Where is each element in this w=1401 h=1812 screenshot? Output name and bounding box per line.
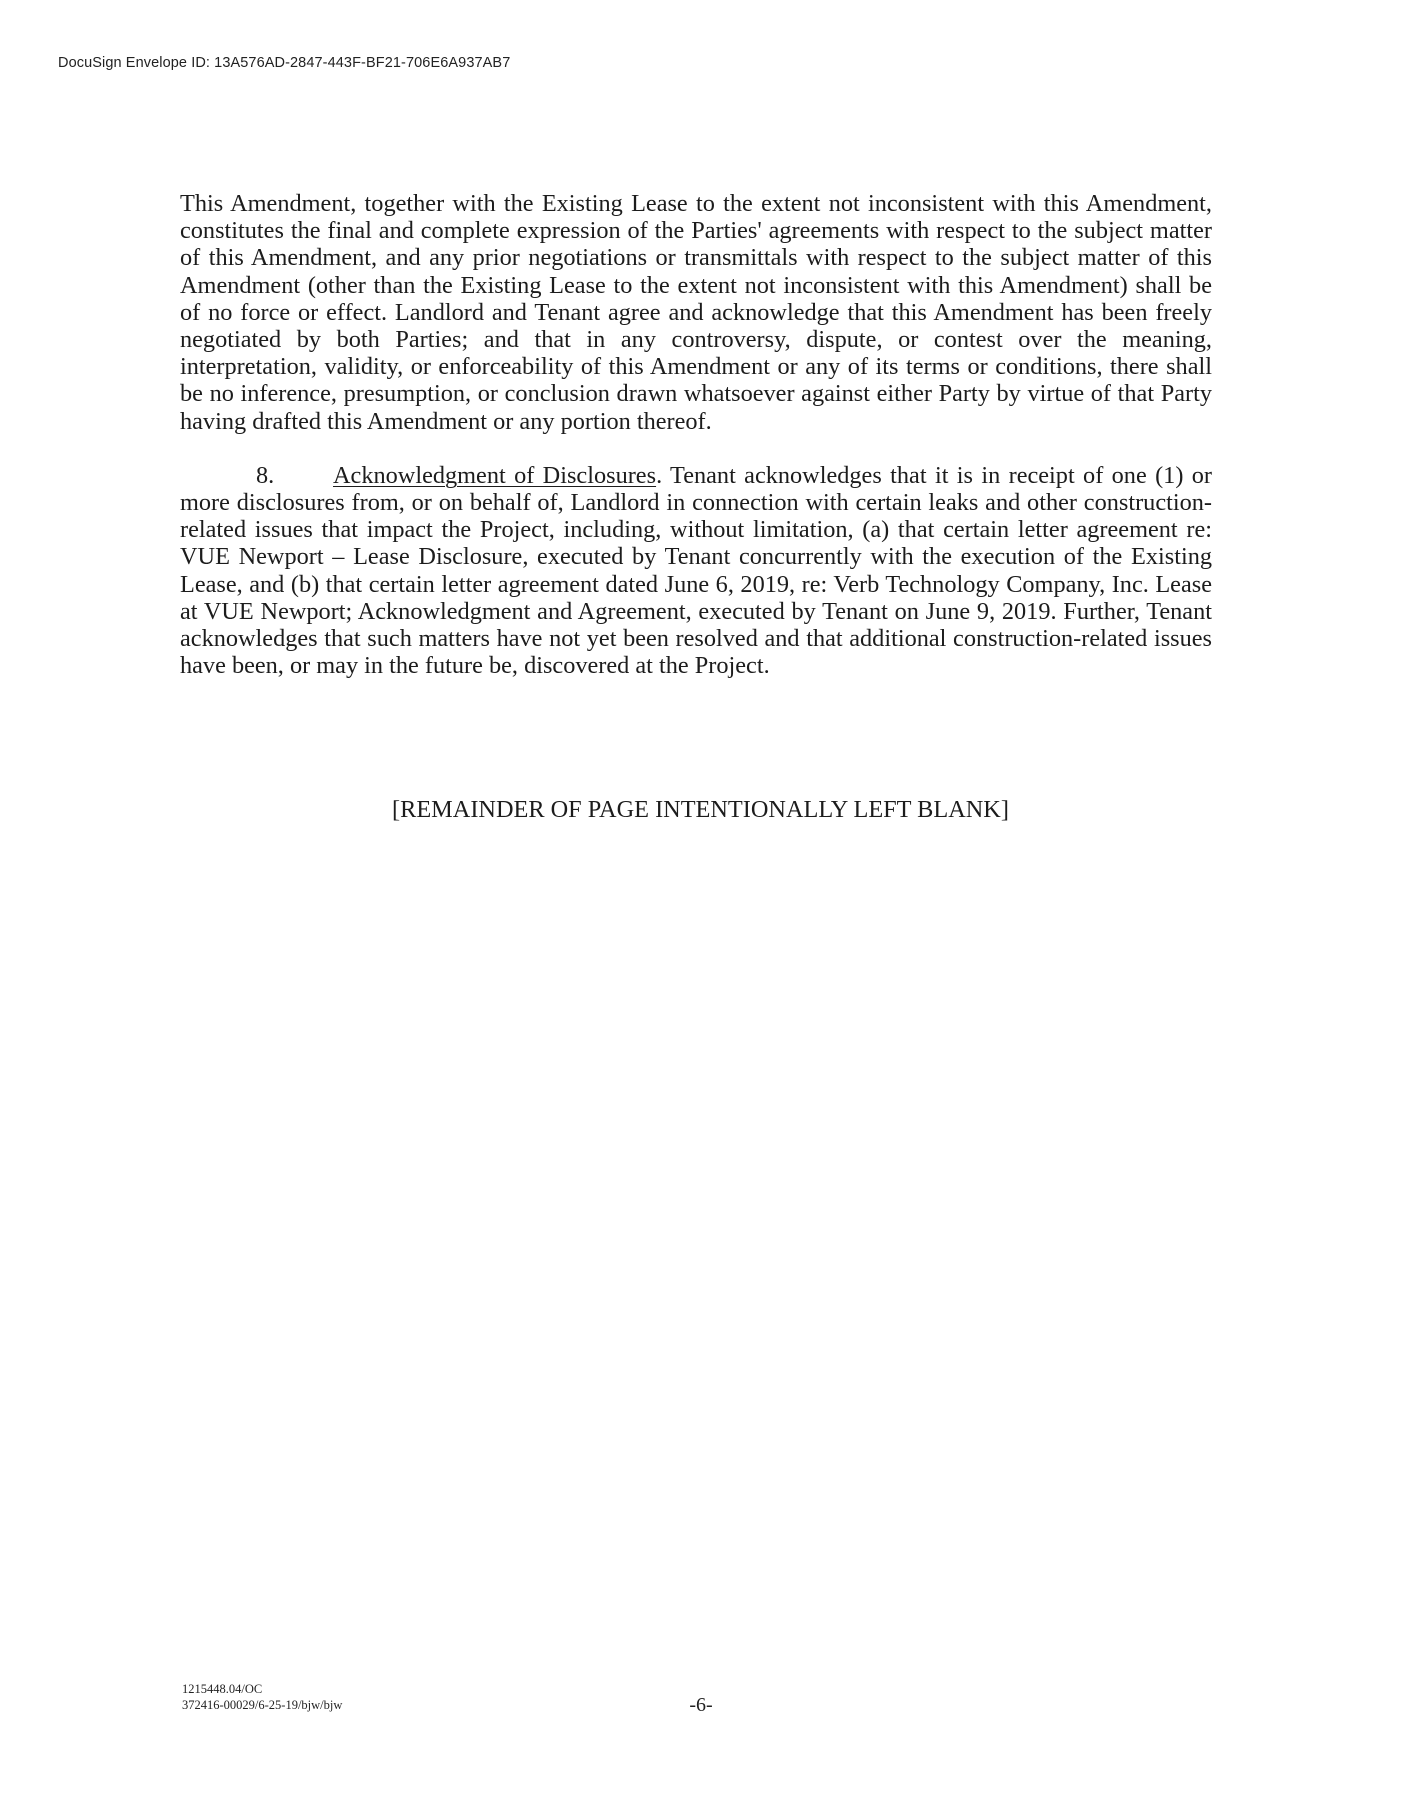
footer-document-ids [182, 1681, 342, 1713]
remainder-notice [0, 796, 1401, 824]
docusign-envelope-id: DocuSign Envelope ID: 13A576AD-2847-443F-BF21-706E6A937AB7 [58, 55, 511, 71]
section-8-paragraph [180, 462, 1212, 680]
page-number: -6- [689, 1694, 713, 1716]
section-title: Acknowledgment of Disclosures [333, 461, 657, 489]
remainder-notice-text: [REMAINDER OF PAGE INTENTIONALLY LEFT BLANK] [392, 796, 1009, 823]
section-number: 8. [256, 461, 275, 489]
section-title-punctuation: . [656, 461, 663, 489]
document-body [180, 190, 1212, 679]
integration-paragraph: This Amendment, together with the Existing Lease to the extent not inconsistent with this Amendment, constitutes the final and complete expression of the Parties' agreements with respect to the subject matter of this Amendment, and any prior negotiations or transmittals with respect to the subject matter of this Amendment (other than the Existing Lease to the extent not inconsistent with this Amendment) shall be of no force or effect. Landlord and Tenant agree and acknowledge that this Amendment has been freely negotiated by both Parties; and that in any controversy, dispute, or contest over the meaning, interpretation, validity, or enforceability of this Amendment or any of its terms or conditions, there shall be no inference, presumption, or conclusion drawn whatsoever against either Party by virtue of that Party having drafted this Amendment or any portion thereof. [180, 190, 1212, 435]
footer-doc-id-1: 1215448.04/OC [182, 1682, 263, 1696]
section-8-text: Tenant acknowledges that it is in receipt of one (1) or more disclosures from, or on behalf of, Landlord in connection with certain leaks and other construction-related issues that impact the Project, including, without limitation, (a) that certain letter agreement re: VUE Newport – Lease Disclosure, executed by Tenant concurrently with the execution of the Existing Lease, and (b) that certain letter agreement dated June 6, 2019, re: Verb Technology Company, Inc. Lease at VUE Newport; Acknowledgment and Agreement, executed by Tenant on June 9, 2019. Further, Tenant acknowledges that such matters have not yet been resolved and that additional construction-related issues have been, or may in the future be, discovered at the Project. [180, 461, 1212, 680]
footer-doc-id-2: 372416-00029/6-25-19/bjw/bjw [182, 1698, 343, 1712]
